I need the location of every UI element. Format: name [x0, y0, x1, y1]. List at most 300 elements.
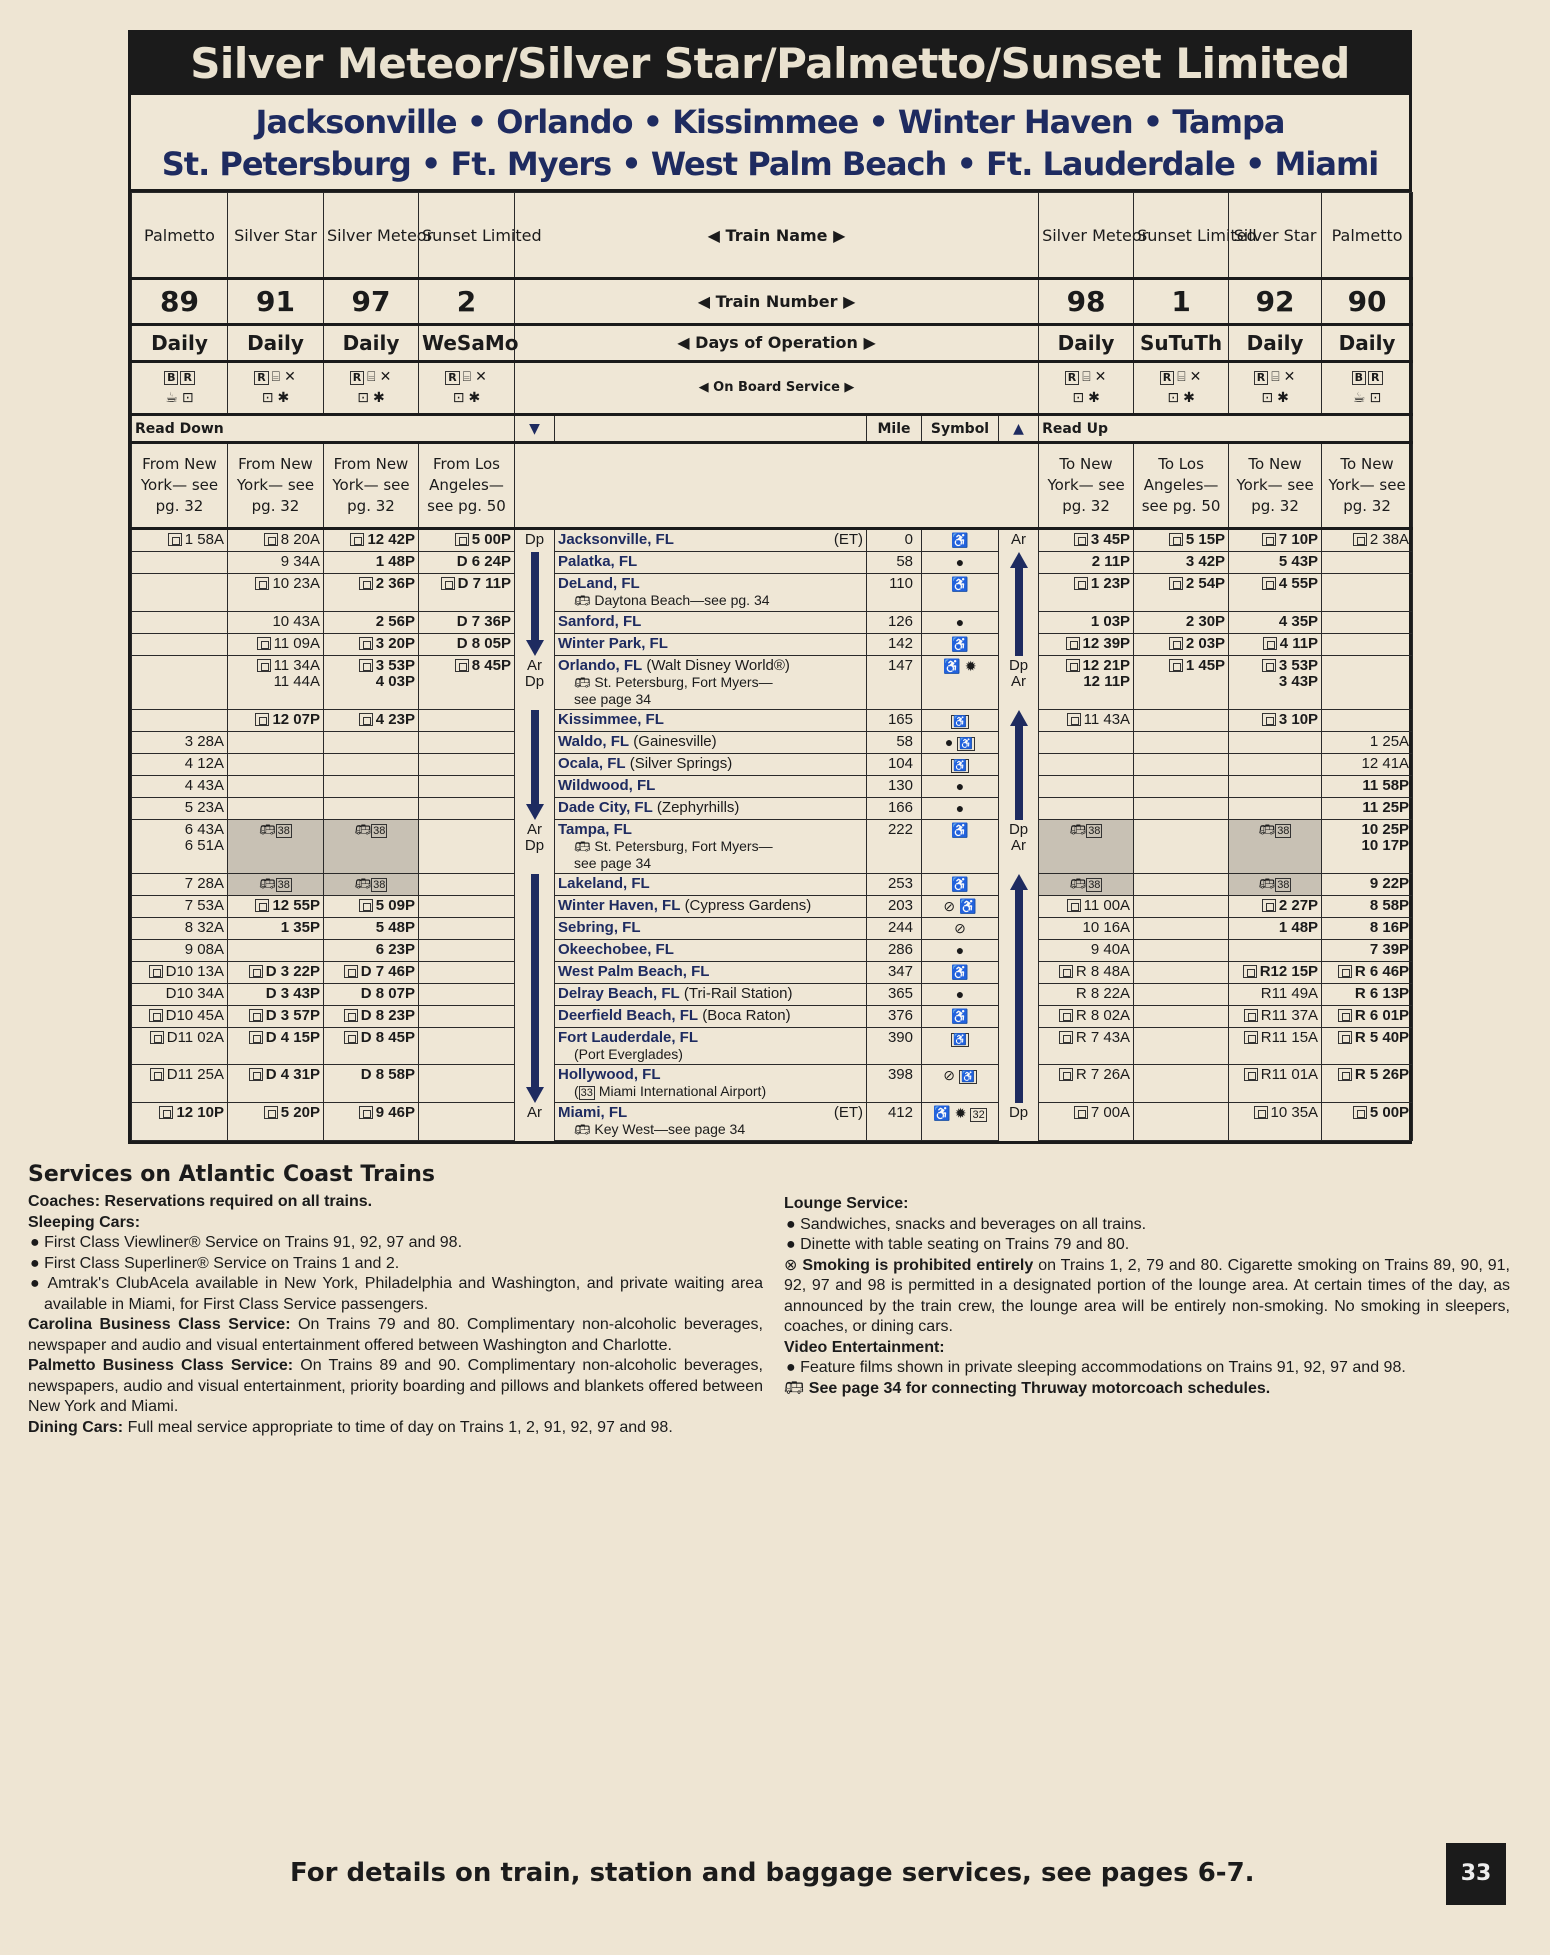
table-row	[132, 612, 1413, 634]
time-cell-empty	[1134, 820, 1229, 874]
time-cell	[1322, 754, 1413, 776]
movie-camera-icon: ✱	[1277, 390, 1289, 406]
arrive-depart-cell	[999, 984, 1039, 1006]
time-cell-empty	[1134, 1103, 1229, 1141]
on-board-service-cell	[228, 362, 324, 415]
departure-time: D 8 23P	[360, 1007, 415, 1024]
station-name: Okeechobee, FL	[558, 941, 674, 958]
departure-time: R 6 01P	[1354, 1007, 1410, 1024]
station-cell	[555, 710, 867, 732]
time-cell	[132, 776, 228, 798]
station-symbols	[922, 656, 999, 710]
checked-baggage-icon	[150, 1031, 164, 1044]
departure-time: 11 25P	[1362, 799, 1410, 816]
time-cell-empty	[419, 1065, 515, 1103]
down-arrow-icon: ▼	[515, 415, 555, 443]
time-cell-empty	[419, 820, 515, 874]
connection-note: From Los Angeles— see pg. 50	[419, 443, 515, 529]
checked-baggage-icon: ⊡	[261, 390, 274, 406]
table-row	[132, 962, 1413, 984]
departure-time: 11 58P	[1362, 777, 1410, 794]
station-name: DeLand, FL	[558, 575, 640, 592]
accessible-icon: ♿	[951, 964, 969, 980]
checked-baggage-icon	[1254, 1106, 1268, 1119]
departure-time: D 8 05P	[456, 635, 511, 652]
table-row	[132, 552, 1413, 574]
station-name: Ocala, FL	[558, 755, 626, 772]
time-cell-empty	[1134, 874, 1229, 896]
departure-time: 7 28A	[184, 875, 224, 892]
station-cell	[555, 529, 867, 552]
time-cell	[1039, 1028, 1134, 1065]
time-cell	[132, 1065, 228, 1103]
station-name: Hollywood, FL	[558, 1066, 661, 1083]
time-cell-empty	[1322, 552, 1413, 574]
checked-baggage-icon	[359, 899, 373, 912]
table-row	[132, 874, 1413, 896]
reserved-coach-icon: R	[1065, 371, 1079, 385]
departure-time: D 7 36P	[456, 613, 511, 630]
departure-time: 5 48P	[375, 919, 415, 936]
station-cell	[555, 820, 867, 874]
reference-32-icon: 32	[972, 1109, 985, 1121]
departure-time: 1 45P	[1185, 657, 1226, 674]
movie-camera-icon: ✱	[1088, 390, 1100, 406]
table-row	[132, 776, 1413, 798]
mileage: 130	[867, 776, 922, 798]
checked-baggage-icon	[255, 577, 269, 590]
station-symbols	[922, 634, 999, 656]
checked-baggage-icon	[249, 965, 263, 978]
departure-time: D 8 07P	[360, 985, 415, 1002]
departure-time: D 7 46P	[360, 963, 415, 980]
departure-time: 12 11P	[1083, 673, 1131, 690]
departure-time: 3 53P	[1278, 657, 1319, 674]
departure-time: 6 43A	[184, 821, 224, 838]
departure-time: R 7 26A	[1075, 1066, 1131, 1083]
station-symbols	[922, 798, 999, 820]
accessible-icon: ♿	[951, 876, 969, 892]
movie-camera-icon: ✱	[373, 390, 385, 406]
accessible-boarding-icon: ♿	[953, 760, 967, 772]
arrive-depart-cell	[515, 820, 555, 874]
bus-icon: 🚌︎	[1258, 822, 1276, 837]
departure-time: 3 53P	[375, 657, 415, 674]
checked-baggage-icon	[344, 1009, 358, 1022]
reserved-coach-icon: R	[1160, 371, 1174, 385]
coaches-label: Coaches: Reservations required on all trains.	[28, 1193, 373, 1210]
arrive-depart-cell	[515, 984, 555, 1006]
mileage: 0	[867, 529, 922, 552]
arrive-depart-cell	[515, 529, 555, 552]
departure-time: 4 55P	[1278, 575, 1319, 592]
arrive-depart-cell	[515, 1028, 555, 1065]
checked-baggage-icon	[455, 659, 469, 672]
station-name: West Palm Beach, FL	[558, 963, 710, 980]
station-name: Delray Beach, FL	[558, 985, 680, 1002]
time-cell	[1322, 1006, 1413, 1028]
departure-time: 12 42P	[367, 531, 415, 548]
station-name: Waldo, FL	[558, 733, 630, 750]
departure-time: 8 58P	[1369, 897, 1410, 914]
departure-time: 5 15P	[1185, 531, 1226, 548]
departure-time: 2 56P	[375, 613, 415, 630]
station-note: (Tri-Rail Station)	[683, 985, 793, 1002]
station-symbols	[922, 918, 999, 940]
time-cell	[1322, 984, 1413, 1006]
station-note: (Silver Springs)	[629, 755, 733, 772]
time-cell	[132, 896, 228, 918]
time-cell-empty	[419, 1028, 515, 1065]
checked-baggage-icon	[1338, 1009, 1352, 1022]
accessible-boarding-icon: ♿	[953, 1034, 967, 1046]
time-cell	[132, 1006, 228, 1028]
accessible-boarding-icon: ♿	[959, 738, 974, 750]
time-cell	[419, 656, 515, 710]
time-cell	[1039, 612, 1134, 634]
connection-note: From New York— see pg. 32	[132, 443, 228, 529]
staffed-station-icon: ●	[944, 734, 954, 750]
station-cell	[555, 940, 867, 962]
time-cell-empty	[1229, 776, 1322, 798]
header-name-cell: Sunset Limited	[419, 193, 515, 279]
departure-time: 11 00A	[1083, 897, 1131, 914]
station-cell	[555, 656, 867, 710]
departure-time: R11 49A	[1260, 985, 1319, 1002]
departure-time: D 3 57P	[265, 1007, 320, 1024]
arrive-depart-label: Dp	[524, 672, 545, 690]
no-smoking-icon: ⊘	[943, 898, 956, 914]
time-cell	[1322, 1103, 1413, 1141]
arrive-depart-cell	[515, 962, 555, 984]
reserved-coach-icon: R	[445, 371, 459, 385]
reserved-coach-icon: R	[350, 371, 364, 385]
mileage: 286	[867, 940, 922, 962]
accessible-icon: ♿	[951, 576, 969, 592]
arrive-depart-cell	[999, 529, 1039, 552]
time-cell-empty	[1229, 798, 1322, 820]
station-cell	[555, 776, 867, 798]
connection-note: St. Petersburg, Fort Myers—	[594, 838, 773, 854]
subtitle-line-2: St. Petersburg • Ft. Myers • West Palm Beach • Ft. Lauderdale • Miami	[161, 145, 1379, 183]
departure-time: 4 03P	[375, 673, 415, 690]
departure-time: R 8 02A	[1075, 1007, 1131, 1024]
lounge-label: Lounge Service:	[784, 1195, 909, 1212]
time-cell	[228, 574, 324, 612]
arrive-depart-cell	[515, 798, 555, 820]
departure-time: D 6 24P	[456, 553, 511, 570]
time-cell	[228, 1103, 324, 1141]
table-row	[132, 574, 1413, 612]
station-symbols	[922, 552, 999, 574]
time-cell	[1322, 874, 1413, 896]
checked-baggage-icon: ⊡	[452, 390, 465, 406]
departure-time: 3 10P	[1278, 711, 1319, 728]
checked-baggage-icon	[1244, 1068, 1258, 1081]
bus-icon: 🚌︎	[259, 822, 276, 837]
time-cell	[324, 940, 419, 962]
checked-baggage-icon	[1262, 533, 1276, 546]
time-cell-empty	[1039, 732, 1134, 754]
time-cell	[228, 552, 324, 574]
station-symbols	[922, 940, 999, 962]
time-cell-empty	[324, 776, 419, 798]
dining-car-icon: ✕	[1189, 369, 1202, 385]
header-name-cell: Sunset Limited	[1134, 193, 1229, 279]
departure-time: D 8 45P	[360, 1029, 415, 1046]
time-cell	[1134, 612, 1229, 634]
checked-baggage-icon	[249, 1009, 263, 1022]
departure-time: R12 15P	[1259, 963, 1319, 980]
sleeping-car-icon: ⌸	[1177, 369, 1186, 385]
time-cell	[324, 1006, 419, 1028]
time-cell-empty	[1322, 612, 1413, 634]
station-note: (Cypress Gardens)	[684, 897, 812, 914]
mileage: 142	[867, 634, 922, 656]
thruway-bus-cell: 🚌︎ 38	[324, 874, 419, 896]
thruway-bus-cell: 🚌︎ 38	[1039, 820, 1134, 874]
reserved-coach-icon: R	[180, 371, 194, 385]
departure-time: 12 10P	[176, 1104, 224, 1121]
departure-time: R 5 26P	[1354, 1066, 1410, 1083]
footer-note: For details on train, station and baggage services, see pages 6-7.	[290, 1858, 1255, 1888]
time-cell	[1039, 634, 1134, 656]
departure-time: D 8 58P	[360, 1066, 415, 1083]
time-cell	[1229, 529, 1322, 552]
time-cell	[228, 962, 324, 984]
departure-time: 3 20P	[375, 635, 415, 652]
list-item: ● First Class Viewliner® Service on Trains 91, 92, 97 and 98.	[30, 1234, 463, 1251]
on-board-service-cell	[132, 362, 228, 415]
sleeping-car-icon: ⌸	[462, 369, 472, 385]
arrive-depart-cell	[999, 1065, 1039, 1103]
departure-time: 6 23P	[375, 941, 415, 958]
departure-time: R 7 43A	[1075, 1029, 1131, 1046]
checked-baggage-icon	[1074, 577, 1088, 590]
connection-note: To New York— see pg. 32	[1322, 443, 1413, 529]
departure-time: D 4 15P	[265, 1029, 320, 1046]
station-name: Wildwood, FL	[558, 777, 656, 794]
arrive-depart-label: Dp	[1008, 820, 1029, 838]
time-cell-empty	[419, 962, 515, 984]
connection-note: From New York— see pg. 32	[228, 443, 324, 529]
departure-time: 10 23A	[272, 575, 320, 592]
time-cell	[1039, 529, 1134, 552]
dining-car-icon: ✕	[284, 369, 296, 385]
bus-icon: 🚌︎	[354, 876, 372, 891]
arrive-depart-cell	[999, 1028, 1039, 1065]
station-note: (Boca Raton)	[702, 1007, 791, 1024]
time-cell-empty	[1134, 1065, 1229, 1103]
station-symbols	[922, 732, 999, 754]
accessible-icon: ♿	[933, 1105, 951, 1121]
time-cell	[1039, 940, 1134, 962]
mileage: 147	[867, 656, 922, 710]
checked-baggage-icon	[1074, 1106, 1088, 1119]
table-row	[132, 529, 1413, 552]
sleeping-car-icon: ⌸	[367, 369, 376, 385]
mileage: 166	[867, 798, 922, 820]
connection-note: see page 34	[574, 691, 652, 707]
time-cell	[1039, 896, 1134, 918]
departure-time: D11 25A	[166, 1066, 224, 1083]
station-symbols	[922, 1006, 999, 1028]
time-cell-empty	[132, 574, 228, 612]
departure-time: D10 13A	[165, 963, 224, 980]
station-cell	[555, 1006, 867, 1028]
train-name-label: ◀ Train Name ▶	[515, 193, 1039, 279]
arrive-depart-cell	[515, 612, 555, 634]
time-cell-empty	[1322, 574, 1413, 612]
time-cell	[419, 634, 515, 656]
accessible-icon: ♿	[959, 898, 977, 914]
departure-time: 11 34A	[273, 657, 320, 674]
bus-icon: 🚌︎	[574, 839, 591, 854]
station-cell	[555, 798, 867, 820]
time-cell	[1134, 552, 1229, 574]
header-name-cell: Silver Meteor	[324, 193, 419, 279]
time-cell-empty	[228, 798, 324, 820]
thruway-note: 🚌︎ See page 34 for connecting Thruway motorcoach schedules.	[784, 1379, 1271, 1397]
arrive-depart-cell	[999, 940, 1039, 962]
station-cell	[555, 984, 867, 1006]
time-cell-empty	[228, 940, 324, 962]
time-cell	[1229, 574, 1322, 612]
table-row	[132, 918, 1413, 940]
time-cell	[1039, 1065, 1134, 1103]
connection-note: St. Petersburg, Fort Myers—	[594, 674, 773, 690]
lounge-cafe-icon: ☕	[1352, 389, 1366, 406]
station-symbols	[922, 1028, 999, 1065]
checked-baggage-icon	[1353, 533, 1367, 546]
time-cell	[324, 984, 419, 1006]
time-cell	[1229, 918, 1322, 940]
connection-note: (Port Everglades)	[574, 1046, 683, 1062]
mileage: 126	[867, 612, 922, 634]
time-cell	[1322, 918, 1413, 940]
time-cell-empty	[132, 552, 228, 574]
station-name: Dade City, FL	[558, 799, 653, 816]
up-arrow-icon: ▲	[999, 415, 1039, 443]
arrive-depart-label: Dp	[1008, 1103, 1029, 1121]
header-name-cell: Silver Star	[1229, 193, 1322, 279]
time-cell	[132, 984, 228, 1006]
accessible-boarding-icon: ♿	[953, 716, 967, 728]
station-cell	[555, 612, 867, 634]
time-cell-empty	[1134, 776, 1229, 798]
departure-time: 5 00P	[471, 531, 511, 548]
station-symbols	[922, 574, 999, 612]
checked-baggage-icon	[344, 1031, 358, 1044]
table-row	[132, 820, 1413, 874]
dining-car-icon: ✕	[1094, 369, 1107, 385]
checked-baggage-icon	[257, 637, 271, 650]
departure-time: 5 09P	[375, 897, 415, 914]
thruway-bus-cell: 🚌︎ 38	[1229, 874, 1322, 896]
time-cell	[228, 710, 324, 732]
header-number-cell: 90	[1322, 279, 1413, 325]
checked-baggage-icon	[1244, 1009, 1258, 1022]
time-cell	[1322, 732, 1413, 754]
time-cell-empty	[419, 732, 515, 754]
time-cell	[132, 874, 228, 896]
checked-baggage-icon	[1353, 1106, 1367, 1119]
departure-time: 12 21P	[1082, 657, 1131, 674]
on-board-service-cell	[1134, 362, 1229, 415]
departure-time: 3 43P	[1278, 673, 1319, 690]
checked-baggage-icon	[1066, 659, 1080, 672]
time-cell	[419, 574, 515, 612]
departure-time: 2 36P	[375, 575, 415, 592]
on-board-service-label: ◀ On Board Service ▶	[515, 362, 1039, 415]
time-cell	[1322, 962, 1413, 984]
time-cell	[228, 896, 324, 918]
time-cell-empty	[324, 732, 419, 754]
thruway-bus-cell: 🚌︎ 38	[1229, 820, 1322, 874]
checked-baggage-icon	[168, 533, 182, 546]
arrive-depart-cell	[515, 1065, 555, 1103]
departure-time: D 3 22P	[265, 963, 320, 980]
read-down-label: Read Down	[132, 415, 515, 443]
checked-baggage-icon	[359, 637, 373, 650]
time-cell	[1134, 656, 1229, 710]
table-row	[132, 798, 1413, 820]
arrive-depart-cell	[999, 1006, 1039, 1028]
arrive-depart-cell	[515, 732, 555, 754]
checked-baggage-icon	[1074, 533, 1088, 546]
time-cell	[324, 612, 419, 634]
header-days-cell: WeSaMo	[419, 325, 515, 362]
checked-baggage-icon	[344, 965, 358, 978]
dining-car-icon: ✕	[475, 369, 487, 385]
connection-note: From New York— see pg. 32	[324, 443, 419, 529]
departure-time: 7 10P	[1278, 531, 1319, 548]
sleeping-car-icon: ⌸	[271, 369, 281, 385]
departure-time: 12 41A	[1361, 755, 1410, 772]
thruway-bus-cell: 🚌︎ 38	[228, 874, 324, 896]
station-name: Sebring, FL	[558, 919, 641, 936]
time-cell	[324, 962, 419, 984]
time-cell-empty	[419, 710, 515, 732]
reserved-coach-icon: R	[1368, 371, 1382, 385]
time-cell-empty	[1229, 754, 1322, 776]
station-name: Miami, FL	[558, 1104, 628, 1121]
arrive-depart-cell	[515, 552, 555, 574]
header-days-cell: SuTuTh	[1134, 325, 1229, 362]
time-cell	[1322, 940, 1413, 962]
departure-time: R 6 46P	[1354, 963, 1410, 980]
arrive-depart-cell	[515, 574, 555, 612]
time-cell	[324, 656, 419, 710]
time-cell	[324, 710, 419, 732]
time-cell	[419, 612, 515, 634]
mileage: 376	[867, 1006, 922, 1028]
checked-baggage-icon	[149, 965, 163, 978]
arrive-depart-cell	[999, 918, 1039, 940]
time-cell-empty	[1134, 940, 1229, 962]
connection-note: Daytona Beach—see pg. 34	[594, 592, 770, 608]
departure-time: D 3 43P	[265, 985, 320, 1002]
time-cell	[132, 820, 228, 874]
arrive-depart-label: Dp	[524, 836, 545, 854]
departure-time: R11 15A	[1260, 1029, 1319, 1046]
station-symbols	[922, 984, 999, 1006]
time-cell	[1229, 612, 1322, 634]
departure-time: R 8 22A	[1075, 985, 1131, 1002]
header-name-cell: Palmetto	[1322, 193, 1413, 279]
time-cell-empty	[132, 612, 228, 634]
mileage: 253	[867, 874, 922, 896]
